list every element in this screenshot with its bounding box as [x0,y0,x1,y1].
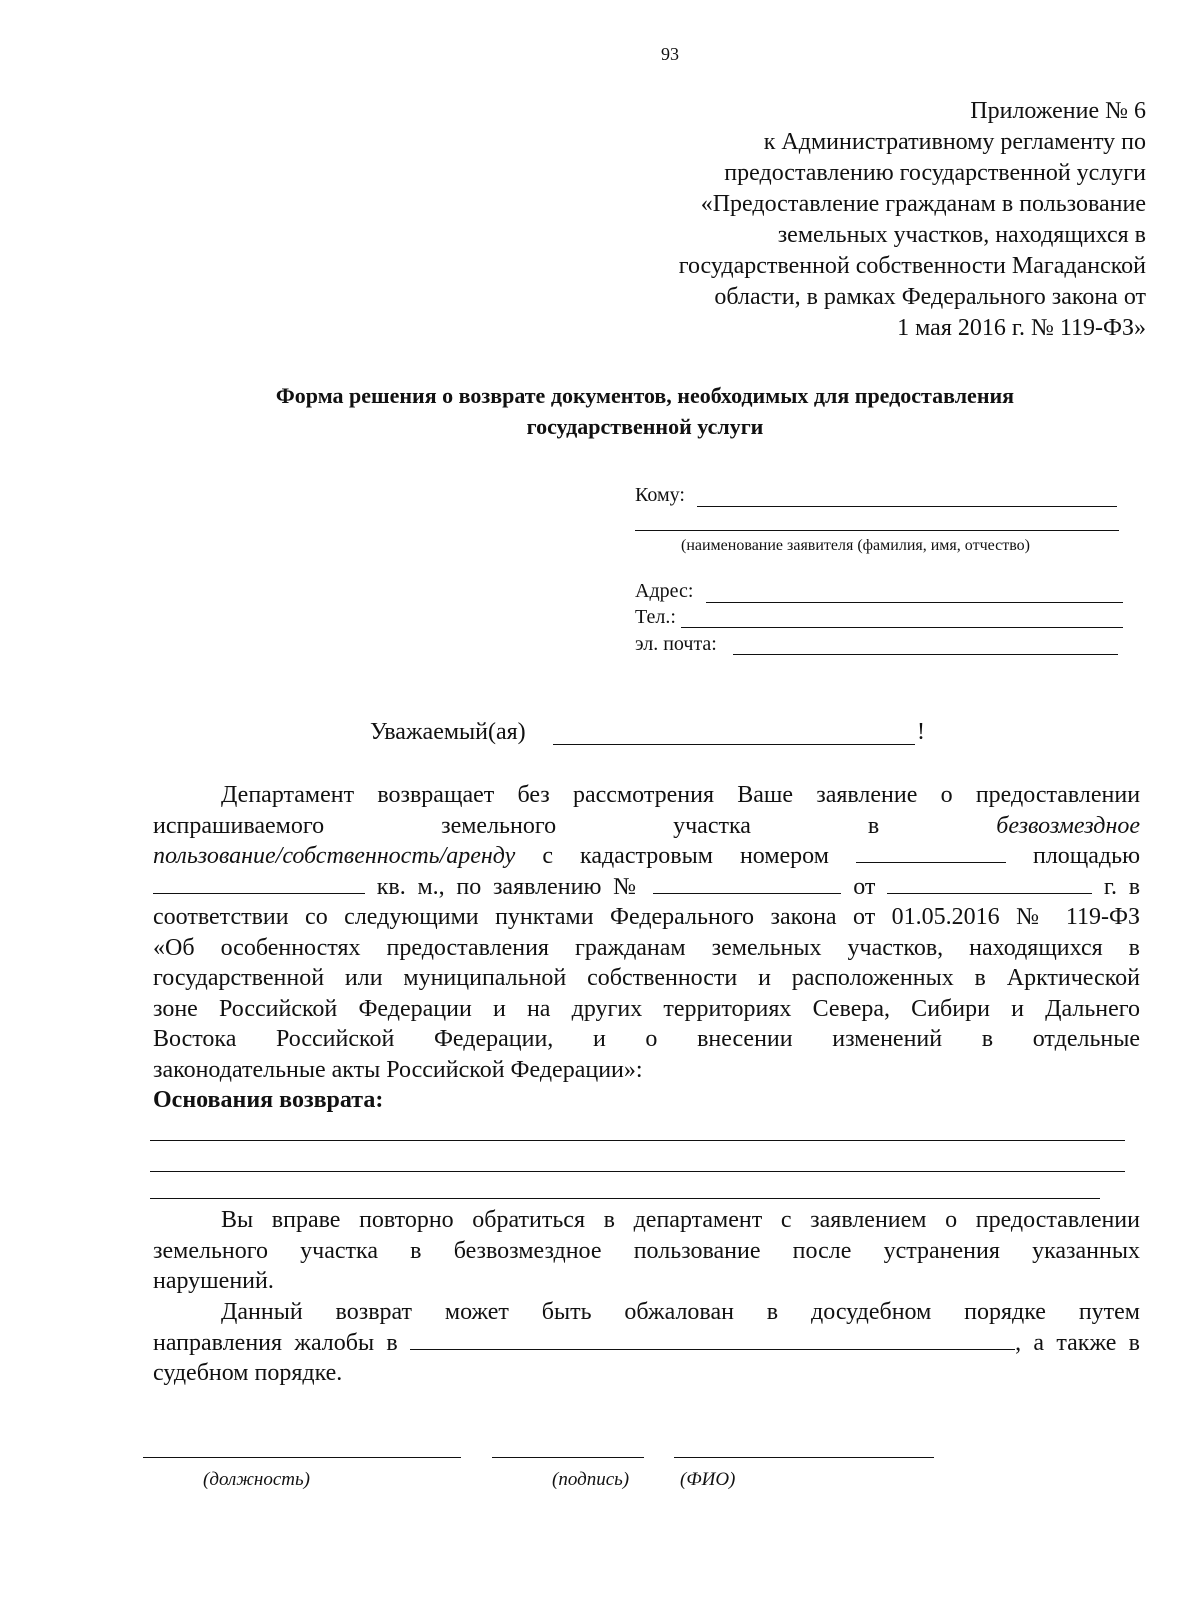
appendix-line: «Предоставление гражданам в пользование [700,191,1146,217]
text-word: кадастровым [580,843,713,869]
appendix-line: 1 мая 2016 г. № 119-ФЗ» [897,315,1146,341]
position-caption: (должность) [203,1469,310,1490]
text-word: земельного [441,812,557,839]
text-line [153,1024,1140,1055]
text-fragment: от [853,873,876,900]
phone-label: Тел.: [635,606,676,628]
greeting-name-field[interactable] [553,744,915,745]
main-paragraph [153,780,1140,1116]
text-word: заявление [816,782,918,808]
text-word: безвозмездное [996,812,1140,839]
appendix-header [679,96,1146,344]
phone-field[interactable] [681,627,1123,628]
reapply-paragraph [153,1205,1140,1297]
text-word: рассмотрения [573,782,714,808]
text-word: Ваше [737,782,794,808]
text-line: нарушений. [153,1268,274,1294]
text-line: законодательные акты Российской Федерации»: [153,1056,643,1083]
appendix-line: к Административному регламенту по [763,129,1146,155]
text-word: предоставлении [975,782,1141,808]
appendix-line: предоставлению государственной услуги [724,160,1146,186]
text-fragment: г. в [1103,873,1141,900]
appendix-line: государственной собственности Магаданской [678,253,1146,279]
appendix-line: земельных участков, находящихся в [777,222,1146,248]
text-word: номером [739,843,829,869]
address-field[interactable] [706,602,1123,603]
grounds-field-line-2[interactable] [150,1171,1125,1172]
text-word: площадью [1032,843,1141,869]
text-line: Данный возврат может быть обжалован в досудебном порядке путем [221,1299,1140,1325]
text-word: о [645,1026,658,1052]
text-line [153,780,1140,811]
text-fragment: направления жалобы в [153,1329,398,1356]
text-word: в [867,812,880,839]
grounds-field-line-1[interactable] [150,1140,1125,1141]
text-line: Вы вправе повторно обратиться в департамент с заявлением о предоставлении [221,1207,1140,1233]
text-fragment: кв. м., по заявлению № [376,873,642,900]
form-title-line: государственной услуги [526,414,764,439]
form-title [150,380,1140,442]
text-line [153,811,1140,842]
text-line: зоне Российской Федерации и на других территориях Севера, Сибири и Дальнего [153,995,1140,1022]
address-label: Адрес: [635,580,694,602]
signature-caption: (подпись) [552,1469,630,1490]
form-title-line: Форма решения о возврате документов, необходимых для предоставления [275,383,1015,408]
grounds-heading: Основания возврата: [153,1087,384,1113]
cadastral-number-field[interactable] [856,842,1006,863]
text-word: и [592,1026,606,1052]
email-label: эл. почта: [635,633,717,655]
text-fragment: , а также в [1015,1329,1141,1356]
appeal-paragraph [153,1297,1140,1389]
appendix-line: области, в рамках Федерального закона от [714,284,1146,310]
grounds-field-line-3[interactable] [150,1198,1100,1199]
appendix-line: Приложение № 6 [970,98,1146,124]
signature-field[interactable] [492,1457,644,1458]
text-word: в [981,1026,994,1052]
text-word: изменений [832,1026,943,1052]
text-word: о [940,782,953,808]
full-name-caption: (ФИО) [680,1469,736,1490]
full-name-field[interactable] [674,1457,934,1458]
to-name-field[interactable] [697,506,1117,507]
text-line: соответствии со следующими пунктами Федерального закона от 01.05.2016 № 119-ФЗ [153,904,1140,930]
area-field[interactable] [153,873,365,894]
text-word: отдельные [1032,1026,1141,1052]
text-word: без [517,782,550,808]
text-line [153,841,1140,872]
application-number-field[interactable] [653,873,841,894]
page-number: 93 [661,44,679,64]
text-line: земельного участка в безвозмездное пользование после устранения указанных [153,1237,1140,1264]
text-word: внесении [697,1026,793,1052]
text-word: Департамент [221,782,355,808]
application-date-field[interactable] [887,873,1092,894]
position-field[interactable] [143,1457,461,1458]
email-field[interactable] [733,654,1118,655]
greeting-suffix: ! [917,719,925,745]
text-word: Федерации, [433,1026,554,1052]
text-word: испрашиваемого [153,812,325,839]
text-line [153,1328,1140,1359]
text-line: «Об особенностях предоставления гражданам земельных участков, находящихся в [153,934,1140,961]
text-word: участка [673,812,751,839]
text-word: пользование/собственность/аренду [153,843,516,869]
text-word: возвращает [377,782,495,808]
text-line: судебном порядке. [153,1360,343,1386]
to-name-field-line2[interactable] [635,530,1119,531]
text-word: Востока [153,1026,237,1052]
text-word: Российской [276,1026,395,1052]
text-line [153,872,1140,903]
applicant-name-caption: (наименование заявителя (фамилия, имя, отчество) [681,537,1030,554]
text-word: с [542,843,553,869]
text-line: государственной или муниципальной собственности и расположенных в Арктической [153,965,1140,991]
greeting-prefix: Уважаемый(ая) [370,719,526,745]
to-label: Кому: [635,484,685,506]
appeal-authority-field[interactable] [410,1329,1015,1350]
